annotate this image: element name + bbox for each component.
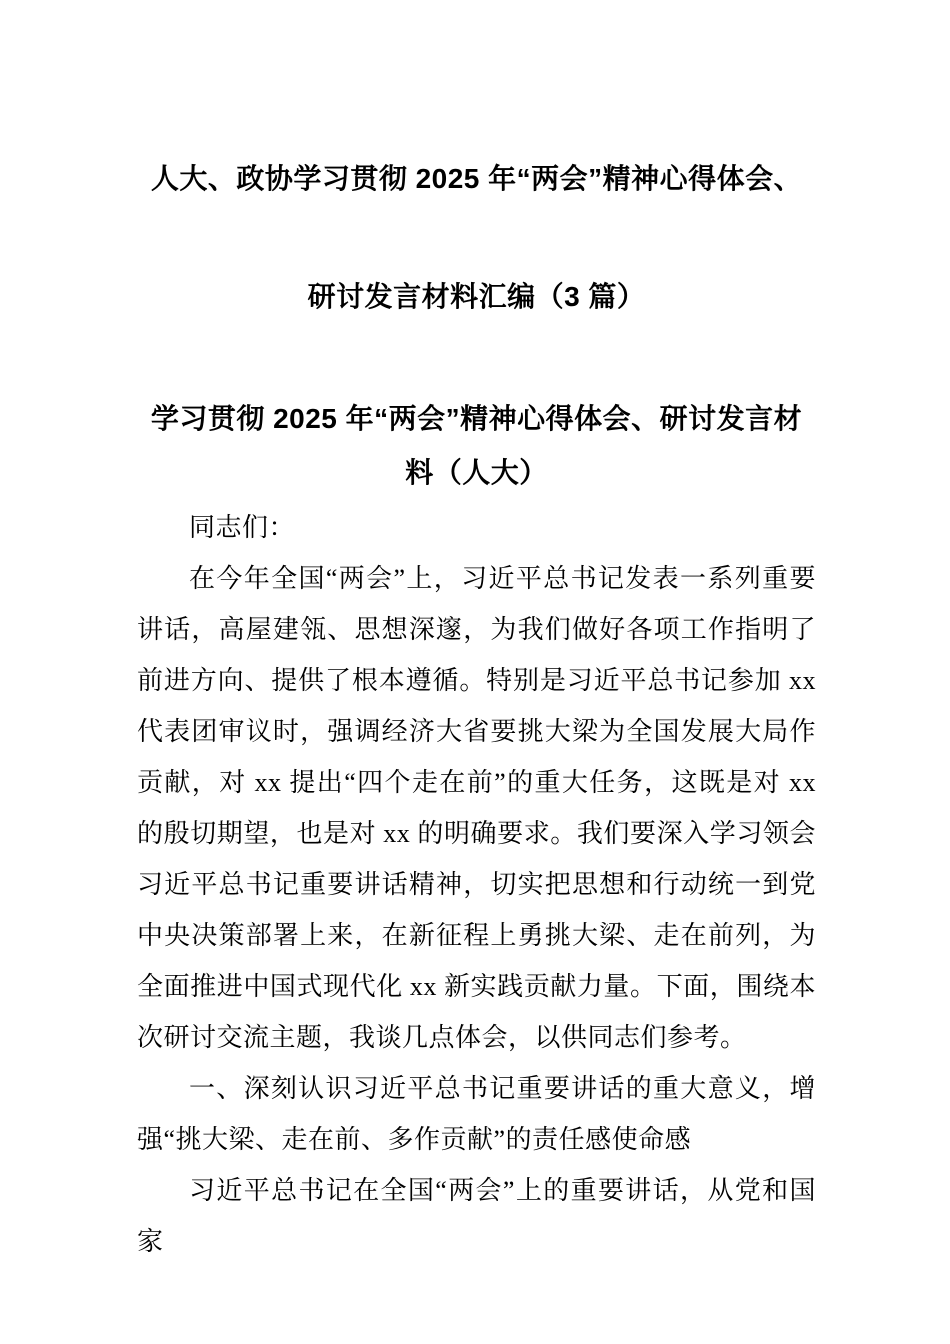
document-title: 人大、政协学习贯彻 2025 年“两会”精神心得体会、研讨发言材料汇编（3 篇） (150, 163, 803, 312)
paragraph-intro: 在今年全国“两会”上，习近平总书记发表一系列重要讲话，高屋建瓴、思想深邃，为我们做好各项工作指明了前进方向、提供了根本遵循。特别是习近平总书记参加 xx 代表团审议时，强调经济大省要挑大梁为全国发展大局作贡献，对 xx 提出“四个走在前”的重大任务，这既是对 xx 的殷切期望，也是对 xx 的明确要求。我们要深入学习领会习近平总书记重要讲话精神，切实把思想和行动统一到党中央决策部署上来，在新征程上勇挑大梁、走在前列，为全面推进中国式现代化 xx 新实践贡献力量。下面，围绕本次研讨交流主题，我谈几点体会，以供同志们参考。 (137, 564, 816, 1052)
paragraph-section-heading: 一、深刻认识习近平总书记重要讲话的重大意义，增强“挑大梁、走在前、多作贡献”的责任感使命感 (137, 1074, 816, 1154)
paragraph-section-body: 习近平总书记在全国“两会”上的重要讲话，从党和国家 (137, 1176, 816, 1256)
document-body (137, 502, 816, 1267)
document-subtitle: 学习贯彻 2025 年“两会”精神心得体会、研讨发言材料（人大） (150, 403, 803, 488)
paragraph-salutation: 同志们： (189, 513, 296, 542)
